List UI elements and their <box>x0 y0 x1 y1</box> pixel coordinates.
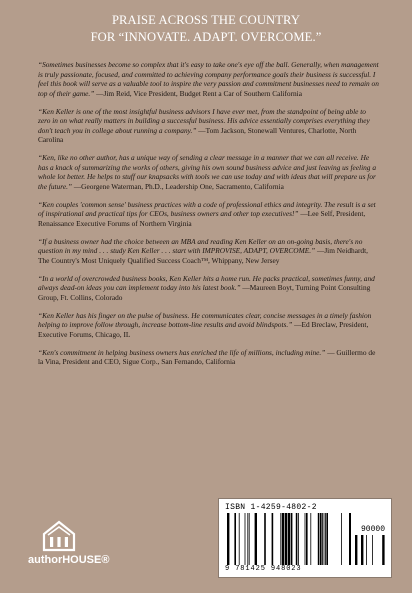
barcode-bar <box>320 513 322 565</box>
barcode-bar <box>288 513 290 565</box>
barcode-bar <box>306 513 308 565</box>
barcode-bar <box>298 513 299 565</box>
praise-heading-line-2: FOR “INNOVATE. ADAPT. OVERCOME.” <box>90 30 322 44</box>
testimonial-4 <box>38 200 380 229</box>
testimonial-attribution: —Jim Reid, Vice President, Budget Rent a Car of Southern California <box>94 88 302 98</box>
publisher-logo <box>28 520 110 566</box>
barcode-bar <box>366 535 367 565</box>
testimonial-3 <box>38 153 380 191</box>
praise-heading <box>0 12 412 46</box>
barcode-bar <box>382 535 384 565</box>
testimonial-quote: “If a business owner had the choice between an MBA and reading Ken Keller on an on-going basis, there's no question in my mind . . . study Ken Keller . . . start with IMPROVISE, ADAPT, OVERCOME.” <box>38 236 363 256</box>
testimonial-attribution: —Georgene Waterman, Ph.D., Leadership One, Sacramento, California <box>72 181 284 191</box>
testimonial-quote: “Ken Keller has his finger on the pulse of business. He communicates clear, concise messages in a timely fashion helping to improve follow through, increase bottom-line results and avoid blindspots.” <box>38 310 372 330</box>
barcode-bar <box>247 513 248 565</box>
barcode-bar <box>349 513 351 565</box>
testimonial-quote: “Ken's commitment in helping business owners has enriched the life of millions, including mine.” <box>38 347 326 357</box>
testimonial-quote: “Ken couples 'common sense' business practices with a code of professional ethics and integrity. The result is a set of inspirational and practical tips for CEOs, business owners and other top executives!” <box>38 199 376 219</box>
barcode-bar <box>296 513 298 565</box>
isbn-barcode <box>218 498 392 578</box>
testimonial-1 <box>38 60 380 98</box>
testimonial-quote: “Ken, like no other author, has a unique way of sending a clear message in a manner that we can all receive. He has a knack of summarizing the works of others, giving his own sound business advice and just leaving us feeling a whole lot better. He helps to stuff our knapsacks with tools we can use today and with ideas that will prepare us for the future.” <box>38 153 376 191</box>
testimonial-quote: “In a world of overcrowded business books, Ken Keller hits a home run. He packs practical, sometimes funny, and always dead-on ideas you can implement today into his latest book.” <box>38 273 375 293</box>
barcode-bar <box>280 513 281 565</box>
barcode-bar <box>325 513 326 565</box>
barcode-bar <box>227 513 229 565</box>
barcode-bar <box>322 513 323 565</box>
testimonial-list <box>38 60 380 375</box>
praise-heading-line-1: PRAISE ACROSS THE COUNTRY <box>111 13 301 27</box>
testimonial-2 <box>38 107 380 145</box>
ean-digits: 9 781425 948023 <box>225 565 302 573</box>
testimonial-7 <box>38 311 380 340</box>
isbn-label: ISBN 1-4259-4802-2 <box>225 503 317 512</box>
barcode-bar <box>285 513 287 565</box>
testimonial-attribution: —Ed Breclaw, President, Executive Forums, Chicago, IL <box>38 320 369 339</box>
barcode-bar <box>361 535 363 565</box>
barcode-bar <box>341 513 342 565</box>
barcode-bar <box>249 513 250 565</box>
barcode-bar <box>355 535 357 565</box>
barcode-bar <box>291 513 293 565</box>
barcode-bar <box>255 513 257 565</box>
price-code: 90000 <box>360 525 385 534</box>
barcode-bar <box>305 513 306 565</box>
barcode-bar <box>324 513 325 565</box>
testimonial-quote: “Ken Keller is one of the most insightful business advisors I have ever met, from the standpoint of being able to zero in on what really matters in building a successful business. His advice essentially comprises everything they don't teach you in college about running a company.” <box>38 106 370 135</box>
barcode-bar <box>272 513 274 565</box>
testimonial-attribution: —Jim Neidhardt, The Country's Most Uniquely Qualified Success Coach™, Whippany, New Jersey <box>38 246 368 265</box>
testimonial-attribution: —Maureen Boyt, Turning Point Consulting Group, Ft. Collins, Colorado <box>38 283 371 302</box>
testimonial-8 <box>38 348 380 367</box>
testimonial-attribution: — Guillermo de la Vina, President and CEO, Sigue Corp., San Fernando, California <box>38 347 376 367</box>
price-barcode-bars <box>355 535 385 565</box>
testimonial-quote: “Sometimes businesses become so complex that it's easy to take one's eye off the ball. Generally, when management is truly passionate, focused, and committed to achieving company performance goals their business is successful. I feel this book will serve as a valuable tool to inspire the very passion and commitment businesses need to remain on top of their game.” <box>38 60 379 98</box>
barcode-bar <box>234 513 236 565</box>
ean-barcode-bars <box>227 513 351 565</box>
barcode-bar <box>326 513 328 565</box>
publisher-name: authorHOUSE® <box>28 554 110 566</box>
barcode-bar <box>239 513 240 565</box>
testimonial-6 <box>38 274 380 303</box>
barcode-bar <box>318 513 320 565</box>
barcode-bar <box>310 513 311 565</box>
barcode-bar <box>245 513 246 565</box>
barcode-bar <box>264 513 266 565</box>
testimonial-attribution: —Tom Jackson, Stonewall Ventures, Charlotte, North Carolina <box>38 125 357 145</box>
testimonial-attribution: —Lee Self, President, Renaissance Executive Forums of Northern Virginia <box>38 209 366 228</box>
authorhouse-logo-icon <box>42 520 76 552</box>
barcode-bar <box>282 513 284 565</box>
testimonial-5 <box>38 237 380 266</box>
barcode-bar <box>372 535 373 565</box>
